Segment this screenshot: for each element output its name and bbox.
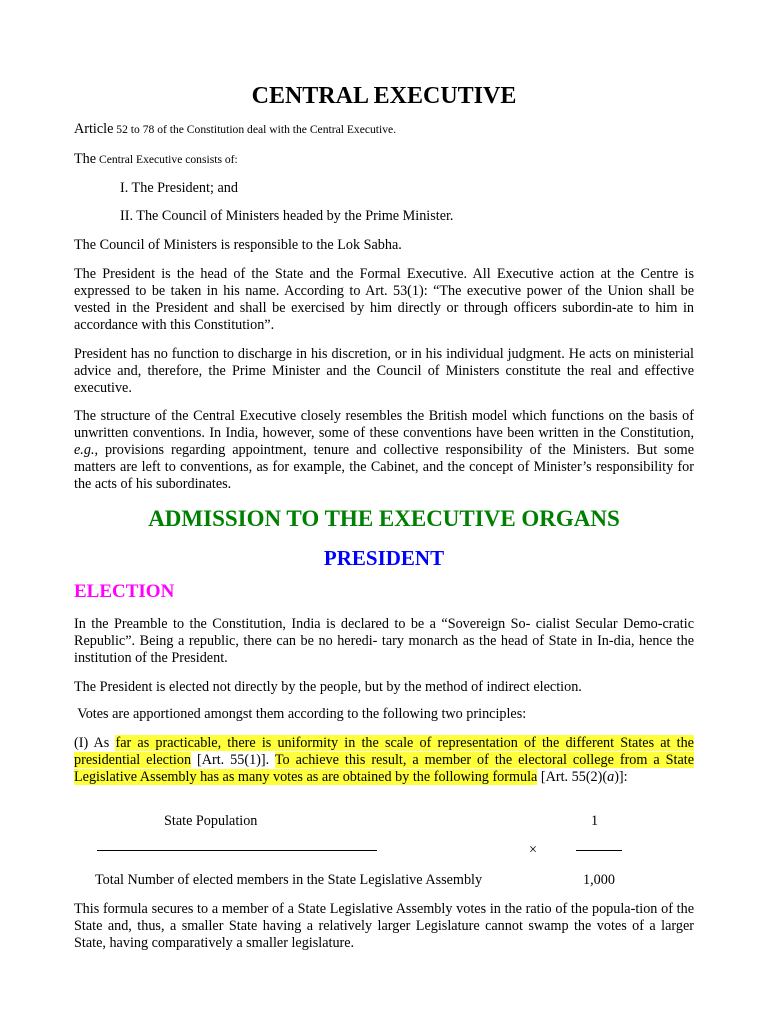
principle-one-tail-italic: a [607,769,615,785]
list-item-president: I. The President; and [120,180,238,196]
formula-numerator: State Population [164,813,258,829]
formula-note-paragraph: This formula secures to a member of a State Legislative Assembly votes in the ratio of the popula-tion of the State and, thus, a smaller State having a relatively larger Legislature cannot swamp the votes of a larger State, having comparatively a smaller legislature. [74,901,694,951]
heading-admission: ADMISSION TO THE EXECUTIVE ORGANS [148,506,620,531]
structure-paragraph [74,408,694,493]
list-item-council: II. The Council of Ministers headed by the Prime Minister. [120,208,454,224]
consists-lead: The [74,151,97,167]
consists-rest: Central Executive consists of: [96,153,238,166]
principle-one-citation: [Art. 55(1)]. [191,752,275,768]
structure-text-1: The structure of the Central Executive closely resembles the British model which functions on the basis of unwritten conventions. In India, however, some of these conventions have been written in the Constitution, [74,408,694,441]
heading-president: PRESIDENT [323,546,445,570]
president-head-paragraph: The President is the head of the State and the Formal Executive. All Executive action at the Centre is expressed to be taken in his name. According to Art. 53(1): “The executive power of the Union shall be vested in the President and shall be exercised by him directly or through officers subordin-ate to him in accordance with this Constitution”. [74,266,694,333]
formula-times: × [529,842,538,858]
formula-small-fraction-line [576,850,622,851]
principle-one-tail-b: )]: [614,769,628,785]
highlight-uniformity: far as practicable, there is uniformity in the scale of representation of the different States at the presidential election [74,735,694,768]
votes-paragraph: Votes are apportioned amongst them according to the following two principles: [74,706,527,722]
principle-one-tail-a: [Art. 55(2)( [537,769,608,785]
president-discretion-paragraph: President has no function to discharge in his discretion, or in his individual judgment. He acts on ministerial advice and, therefore, the Prime Minister and the Council of Ministers constitute the real and effective executive. [74,346,694,396]
council-responsible-paragraph: The Council of Ministers is responsible to the Lok Sabha. [74,237,402,253]
highlight-formula: To achieve this result, a member of the electoral college from a State Legislative Assembly has as many votes as are obtained by the following formula [74,752,695,785]
article-paragraph [74,121,694,138]
principle-one-lead: (I) As [74,735,116,751]
consists-paragraph [74,151,694,168]
principle-one-paragraph [74,735,694,786]
indirect-election-paragraph: The President is elected not directly by the people, but by the method of indirect election. [74,679,582,695]
formula-denominator: Total Number of elected members in the State Legislative Assembly [95,872,483,888]
heading-election: ELECTION [74,581,175,602]
formula-thousand: 1,000 [583,872,615,888]
preamble-paragraph: In the Preamble to the Constitution, India is declared to be a “Sovereign So- cialist Secular Demo-cratic Republic”. Being a republic, there can be no heredi- tary monarch as the head of State in In-dia, hence the institution of the President. [74,616,694,666]
article-rest: 52 to 78 of the Constitution deal with the Central Executive. [113,123,397,136]
article-lead: Article [74,121,114,137]
formula-fraction-line [97,850,377,851]
page-title: CENTRAL EXECUTIVE [251,83,517,109]
structure-text-2: , provisions regarding appointment, tenure and collective responsibility of the Ministers. But some matters are left to conventions, as for example, the Cabinet, and the concept of Minister’s responsibility for the acts of his subordinates. [74,442,694,492]
formula-one: 1 [591,813,599,829]
structure-eg: e.g. [74,442,95,458]
